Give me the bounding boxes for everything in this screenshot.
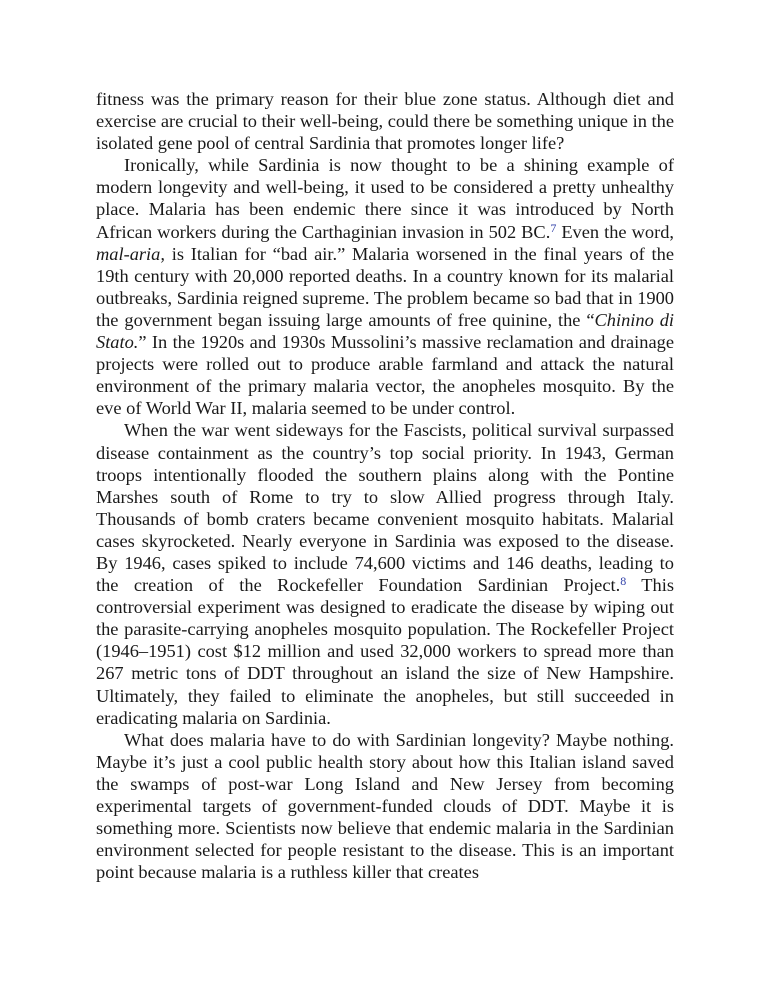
text-run: When the war went sideways for the Fascists, political survival surpassed disease containment as the country’s top social priority. In 1943, German troops intentionally flooded the southern plains along with the Pontine Marshes south of Rome to try to slow Allied progress through Italy. Thousands of bomb craters became convenient mosquito habitats. Malarial cases skyrocketed. Nearly everyone in Sardinia was exposed to the disease. By 1946, cases spiked to include 74,600 victims and 146 deaths, leading to the creation of the Rockefeller Foundation Sardinian Project. [96,420,674,596]
italic-term-chinino: Chinino di Stato. [96,309,675,353]
text-run: fitness was the primary reason for their blue zone status. Although diet and exercise are crucial to their well-being, could there be something unique in the isolated gene pool of central Sardinia that promotes longer life? [96,89,674,154]
footnote-marker-7[interactable]: 7 [550,220,557,235]
paragraph-3 [96,419,674,728]
text-run: This controversial experiment was designed to eradicate the disease by wiping out the parasite-carrying anopheles mosquito population. The Rockefeller Project (1946–1951) cost $12 million and used 32,000 workers to spread more than 267 metric tons of DDT throughout an island the size of New Hampshire. Ultimately, they failed to eliminate the anopheles, but still succeeded in eradicating malaria on Sardinia. [96,575,674,728]
paragraph-2 [96,154,674,419]
text-run: Ironically, while Sardinia is now thought to be a shining example of modern longevity and well-being, it used to be considered a pretty unhealthy place. Malaria has been endemic there since it was introduced by North African workers during the Carthaginian invasion in 502 BC. [96,155,674,242]
paragraph-1 [96,88,674,154]
text-run: ” In the 1920s and 1930s Mussolini’s massive reclamation and drainage projects were rolled out to produce arable farmland and attack the natural environment of the primary malaria vector, the anopheles mosquito. By the eve of World War II, malaria seemed to be under control. [96,332,674,419]
body-text [96,88,674,883]
text-run: is Italian for “bad air.” Malaria worsened in the final years of the 19th century with 20,000 reported deaths. In a country known for its malarial outbreaks, Sardinia reigned supreme. The problem became so bad that in 1900 the government began issuing large amounts of free quinine, the “ [96,243,674,330]
text-run: Even the word, [556,221,674,242]
footnote-marker-8[interactable]: 8 [620,574,627,589]
italic-term-mal-aria: mal-aria, [96,243,165,264]
paragraph-4 [96,729,674,884]
text-run: What does malaria have to do with Sardinian longevity? Maybe nothing. Maybe it’s just a cool public health story about how this Italian island saved the swamps of post-war Long Island and New Jersey from becoming experimental targets of government-funded clouds of DDT. Maybe it is something more. Scientists now believe that endemic malaria in the Sardinian environment selected for people resistant to the disease. This is an important point because malaria is a ruthless killer that creates [96,729,674,883]
